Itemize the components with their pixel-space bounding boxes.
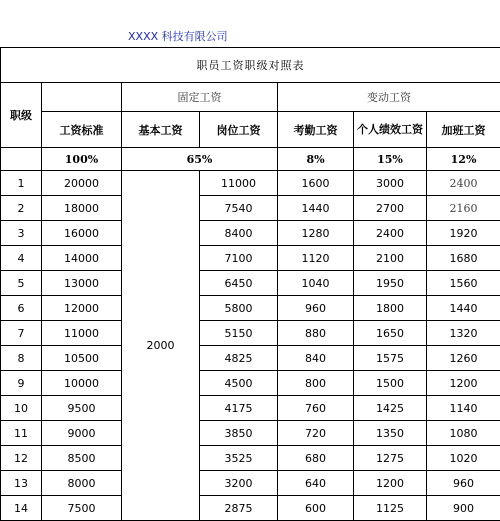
table-row <box>1 446 500 471</box>
pct-standard: 100% <box>42 148 122 171</box>
cell-position: 7540 <box>200 196 278 221</box>
cell-attendance: 880 <box>278 321 354 346</box>
table-row <box>1 371 500 396</box>
cell-performance: 1575 <box>354 346 427 371</box>
header-performance: 个人绩效工资 <box>354 112 427 148</box>
cell-performance: 1350 <box>354 421 427 446</box>
cell-standard: 14000 <box>42 246 122 271</box>
cell-attendance: 1600 <box>278 171 354 196</box>
table-row <box>1 321 500 346</box>
cell-standard: 10000 <box>42 371 122 396</box>
table-title: 职员工资职级对照表 <box>1 48 500 83</box>
cell-standard: 8000 <box>42 471 122 496</box>
cell-position: 6450 <box>200 271 278 296</box>
cell-level: 2 <box>1 196 42 221</box>
cell-level: 5 <box>1 271 42 296</box>
table-row <box>1 346 500 371</box>
cell-standard: 7500 <box>42 496 122 521</box>
header-overtime: 加班工资 <box>427 112 500 148</box>
cell-performance: 1200 <box>354 471 427 496</box>
cell-attendance: 760 <box>278 396 354 421</box>
cell-attendance: 1120 <box>278 246 354 271</box>
cell-overtime: 1260 <box>427 346 500 371</box>
cell-position: 2875 <box>200 496 278 521</box>
cell-standard: 13000 <box>42 271 122 296</box>
table-row <box>1 496 500 521</box>
cell-standard: 10500 <box>42 346 122 371</box>
cell-level: 9 <box>1 371 42 396</box>
cell-position: 11000 <box>200 171 278 196</box>
level-header: 职级 <box>10 109 32 122</box>
cell-attendance: 600 <box>278 496 354 521</box>
cell-attendance: 1280 <box>278 221 354 246</box>
cell-attendance: 840 <box>278 346 354 371</box>
cell-position: 4175 <box>200 396 278 421</box>
cell-performance: 1950 <box>354 271 427 296</box>
cell-performance: 2100 <box>354 246 427 271</box>
cell-overtime: 1140 <box>427 396 500 421</box>
cell-standard: 9000 <box>42 421 122 446</box>
header-standard: 工资标准 <box>42 112 122 148</box>
cell-standard: 16000 <box>42 221 122 246</box>
cell-level: 1 <box>1 171 42 196</box>
cell-standard: 18000 <box>42 196 122 221</box>
cell-overtime: 2400 <box>427 171 500 196</box>
company-name: XXXX 科技有限公司 <box>128 28 228 44</box>
cell-overtime: 1920 <box>427 221 500 246</box>
pct-blank <box>1 148 42 171</box>
cell-overtime: 900 <box>427 496 500 521</box>
cell-attendance: 720 <box>278 421 354 446</box>
cell-standard: 8500 <box>42 446 122 471</box>
cell-performance: 3000 <box>354 171 427 196</box>
cell-level: 12 <box>1 446 42 471</box>
table-row <box>1 171 500 196</box>
cell-standard: 9500 <box>42 396 122 421</box>
cell-position: 4825 <box>200 346 278 371</box>
group-variable: 变动工资 <box>278 83 500 112</box>
cell-level: 10 <box>1 396 42 421</box>
table-row <box>1 396 500 421</box>
pct-overtime: 12% <box>427 148 500 171</box>
cell-level: 13 <box>1 471 42 496</box>
cell-position: 5800 <box>200 296 278 321</box>
table-row <box>1 421 500 446</box>
cell-standard: 12000 <box>42 296 122 321</box>
cell-performance: 1125 <box>354 496 427 521</box>
table-row <box>1 296 500 321</box>
cell-overtime: 1080 <box>427 421 500 446</box>
cell-position: 3850 <box>200 421 278 446</box>
cell-overtime: 2160 <box>427 196 500 221</box>
cell-overtime: 1680 <box>427 246 500 271</box>
cell-standard: 11000 <box>42 321 122 346</box>
cell-level: 3 <box>1 221 42 246</box>
cell-performance: 2700 <box>354 196 427 221</box>
table-row <box>1 221 500 246</box>
cell-position: 5150 <box>200 321 278 346</box>
pct-fixed: 65% <box>122 148 278 171</box>
table-row <box>1 196 500 221</box>
pct-performance: 15% <box>354 148 427 171</box>
header-position: 岗位工资 <box>200 112 278 148</box>
cell-position: 8400 <box>200 221 278 246</box>
group-fixed: 固定工资 <box>122 83 278 112</box>
table-row <box>1 246 500 271</box>
cell-attendance: 960 <box>278 296 354 321</box>
cell-overtime: 1320 <box>427 321 500 346</box>
cell-position: 7100 <box>200 246 278 271</box>
level-header-cell <box>1 83 42 148</box>
cell-position: 4500 <box>200 371 278 396</box>
cell-standard: 20000 <box>42 171 122 196</box>
table-row <box>1 471 500 496</box>
cell-attendance: 1440 <box>278 196 354 221</box>
cell-performance: 1650 <box>354 321 427 346</box>
cell-position: 3525 <box>200 446 278 471</box>
cell-performance: 2400 <box>354 221 427 246</box>
cell-level: 14 <box>1 496 42 521</box>
blank-cell <box>42 83 122 112</box>
cell-base-salary: 2000 <box>122 171 200 521</box>
header-base: 基本工资 <box>122 112 200 148</box>
cell-performance: 1800 <box>354 296 427 321</box>
cell-level: 4 <box>1 246 42 271</box>
cell-level: 6 <box>1 296 42 321</box>
cell-position: 3200 <box>200 471 278 496</box>
header-attendance: 考勤工资 <box>278 112 354 148</box>
cell-performance: 1500 <box>354 371 427 396</box>
cell-performance: 1275 <box>354 446 427 471</box>
cell-attendance: 680 <box>278 446 354 471</box>
cell-attendance: 640 <box>278 471 354 496</box>
cell-overtime: 960 <box>427 471 500 496</box>
salary-table <box>0 47 500 521</box>
cell-overtime: 1560 <box>427 271 500 296</box>
cell-level: 11 <box>1 421 42 446</box>
table-row <box>1 271 500 296</box>
cell-attendance: 800 <box>278 371 354 396</box>
cell-level: 7 <box>1 321 42 346</box>
cell-overtime: 1020 <box>427 446 500 471</box>
cell-level: 8 <box>1 346 42 371</box>
cell-performance: 1425 <box>354 396 427 421</box>
cell-attendance: 1040 <box>278 271 354 296</box>
cell-overtime: 1440 <box>427 296 500 321</box>
pct-attendance: 8% <box>278 148 354 171</box>
cell-overtime: 1200 <box>427 371 500 396</box>
